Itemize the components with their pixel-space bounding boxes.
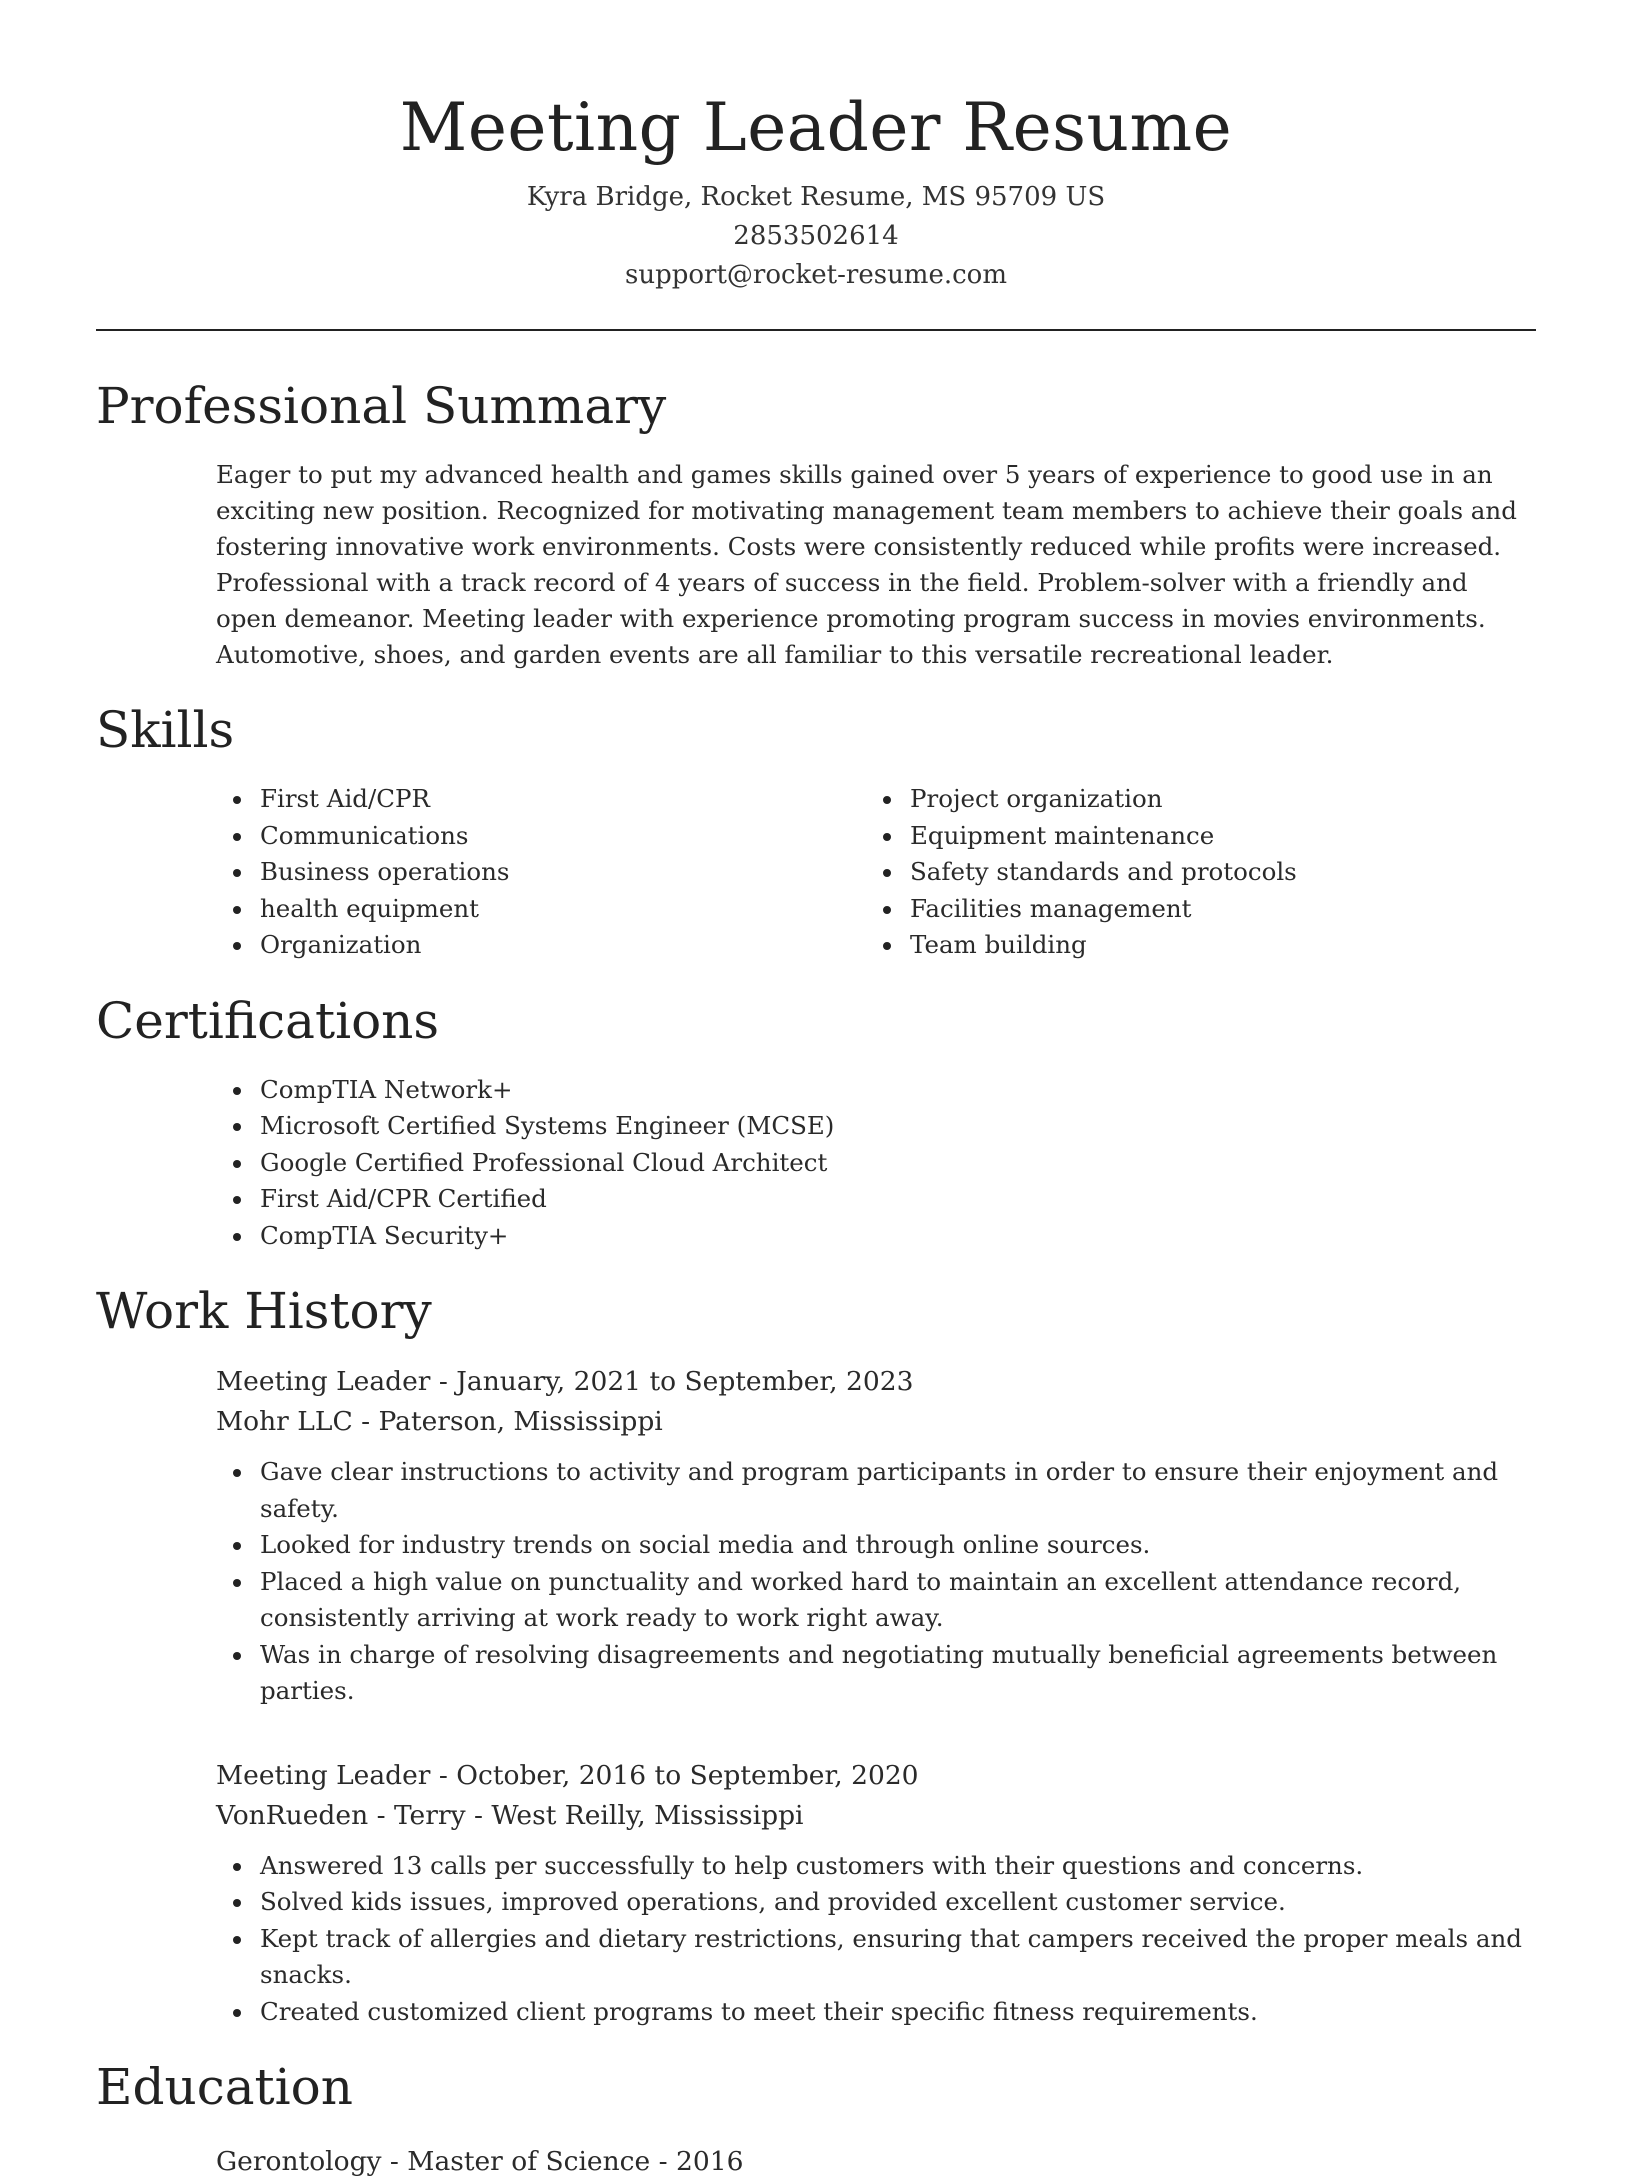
- summary-section: [96, 375, 1536, 673]
- certifications-list: [216, 1072, 1536, 1255]
- skill-item: First Aid/CPR: [216, 781, 866, 818]
- summary-heading: Professional Summary: [96, 377, 667, 435]
- job-title-line: Meeting Leader - October, 2016 to September, 2020: [216, 1759, 919, 1791]
- certification-item: Google Certified Professional Cloud Architect: [216, 1145, 1536, 1182]
- certification-item: CompTIA Network+: [216, 1072, 1536, 1109]
- contact-phone: 2853502614: [733, 221, 899, 251]
- skill-item: health equipment: [216, 891, 866, 928]
- job-title-line: Meeting Leader - January, 2021 to September, 2023: [216, 1366, 914, 1397]
- skill-item: Project organization: [866, 781, 1516, 818]
- summary-text: Eager to put my advanced health and games skills gained over 5 years of experience to good use in an exciting new position. Recognized for motivating management team members to achieve their goals and fostering innovative work environments. Costs were consistently reduced while profits were increased. Professional with a track record of 4 years of success in the field. Problem-solver with a friendly and open demeanor. Meeting leader with experience promoting program success in movies environments. Automotive, shoes, and garden events are all familiar to this versatile recreational leader.: [216, 460, 1517, 669]
- skill-item: Equipment maintenance: [866, 818, 1516, 855]
- resume-page: [96, 0, 1536, 2182]
- skill-item: Business operations: [216, 854, 866, 891]
- job-bullet: Placed a high value on punctuality and worked hard to maintain an excellent attendance record, consistently arriving at work ready to work right away.: [216, 1564, 1536, 1637]
- job-bullet: Answered 13 calls per successfully to help customers with their questions and concerns.: [216, 1848, 1536, 1885]
- skill-item: Facilities management: [866, 891, 1516, 928]
- job-bullet: Created customized client programs to meet their specific fitness requirements.: [216, 1994, 1536, 2031]
- job-bullet: Looked for industry trends on social media and through online sources.: [216, 1527, 1536, 1564]
- certifications-section: [96, 990, 1536, 1255]
- education-section: [96, 2056, 1536, 2182]
- header-divider: [96, 329, 1536, 331]
- education-entry: Gerontology - Master of Science - 2016: [216, 2146, 744, 2177]
- job-entry: [216, 1756, 1536, 2031]
- job-bullet: Kept track of allergies and dietary restrictions, ensuring that campers received the proper meals and snacks.: [216, 1921, 1536, 1994]
- skill-item: Safety standards and protocols: [866, 854, 1516, 891]
- skills-heading: Skills: [96, 701, 235, 759]
- job-company-line: Mohr LLC - Paterson, Mississippi: [216, 1406, 663, 1437]
- contact-block: [96, 178, 1536, 295]
- education-heading: Education: [96, 2058, 353, 2116]
- certification-item: Microsoft Certified Systems Engineer (MCSE): [216, 1108, 1536, 1145]
- work-history-heading: Work History: [96, 1282, 432, 1340]
- contact-address: Kyra Bridge, Rocket Resume, MS 95709 US: [526, 182, 1106, 212]
- skill-item: Communications: [216, 818, 866, 855]
- skills-section: [96, 699, 1536, 964]
- job-bullet: Gave clear instructions to activity and program participants in order to ensure their enjoyment and safety.: [216, 1454, 1536, 1527]
- job-bullet-list: [216, 1454, 1536, 1710]
- certification-item: CompTIA Security+: [216, 1218, 1536, 1255]
- job-entry: [216, 1362, 1536, 1710]
- skill-item: Organization: [216, 927, 866, 964]
- contact-email: support@rocket-resume.com: [624, 260, 1007, 290]
- job-bullet: Was in charge of resolving disagreements and negotiating mutually beneficial agreements between parties.: [216, 1637, 1536, 1710]
- certification-item: First Aid/CPR Certified: [216, 1181, 1536, 1218]
- job-bullet: Solved kids issues, improved operations, and provided excellent customer service.: [216, 1884, 1536, 1921]
- resume-title: Meeting Leader Resume: [399, 89, 1233, 166]
- skills-left-list: [216, 781, 866, 964]
- job-bullet-list: [216, 1848, 1536, 2031]
- job-company-line: VonRueden - Terry - West Reilly, Mississippi: [216, 1799, 804, 1831]
- skills-columns: [216, 781, 1536, 964]
- skill-item: Team building: [866, 927, 1516, 964]
- skills-right-list: [866, 781, 1516, 964]
- certifications-heading: Certifications: [96, 991, 440, 1050]
- work-history-section: [96, 1280, 1536, 2030]
- resume-header: [96, 0, 1536, 295]
